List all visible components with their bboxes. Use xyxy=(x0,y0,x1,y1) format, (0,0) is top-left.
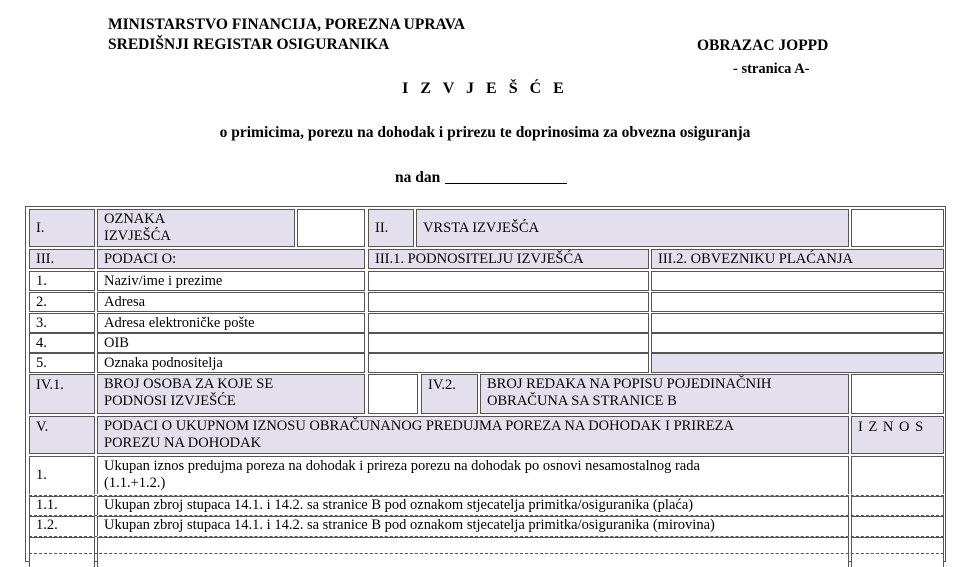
section-1-label xyxy=(97,209,295,247)
summary-row-text-line-1: Ukupan iznos predujma poreza na dohodak i prireza porezu na dohodak po osnovi nesamostalnog rada xyxy=(104,458,700,474)
section-5-label-line-1: PODACI O UKUPNOM IZNOSU OBRAČUNANOG PREDUJMA POREZA NA DOHODAK I PRIREZA xyxy=(104,418,734,434)
dashed-separator xyxy=(29,553,944,554)
summary-row-text-line-2: (1.1.+1.2.) xyxy=(104,475,166,491)
date-label: na dan xyxy=(395,169,441,186)
report-subtitle: o primicima, porezu na dohodak i prirezu te doprinosima za obvezna osiguranja xyxy=(219,124,751,141)
payer-column-header: III.2. OBVEZNIKU PLAĆANJA xyxy=(651,249,944,269)
payer-address-field[interactable] xyxy=(651,292,944,312)
section-5-number: V. xyxy=(29,416,95,454)
data-row-label: OIB xyxy=(97,333,365,353)
payer-email-field[interactable] xyxy=(651,313,944,333)
section-2-label: VRSTA IZVJEŠĆA xyxy=(416,209,849,247)
data-row-number: 5. xyxy=(29,353,95,373)
section-1-label-line-2: IZVJEŠĆA xyxy=(104,228,171,244)
section-4-2-label xyxy=(480,374,849,414)
summary-row-text xyxy=(97,537,849,567)
page-indicator: - stranica A- xyxy=(733,61,810,77)
submitter-name-field[interactable] xyxy=(368,271,649,291)
submitter-address-field[interactable] xyxy=(368,292,649,312)
institution-line-2: SREDIŠNJI REGISTAR OSIGURANIKA xyxy=(108,36,390,53)
section-3-label: PODACI O: xyxy=(97,249,365,269)
amount-column-header: I Z N O S xyxy=(851,416,944,454)
data-row-number: 2. xyxy=(29,292,95,312)
summary-row-number: 1. xyxy=(29,456,95,494)
data-row-label: Naziv/ime i prezime xyxy=(97,271,365,291)
payer-code-disabled-cell xyxy=(651,353,944,373)
summary-row-text: Ukupan zbroj stupaca 14.1. i 14.2. sa stranice B pod oznakom stjecatelja primitka/osiguranika (mirovina) xyxy=(97,516,849,536)
section-1-label-line-1: OZNAKA xyxy=(104,211,166,227)
rows-count-field[interactable] xyxy=(851,374,944,414)
section-4-1-label xyxy=(97,374,365,414)
submitter-column-header: III.1. PODNOSITELJU IZVJEŠĆA xyxy=(368,249,649,269)
salary-amount-field[interactable] xyxy=(851,496,944,515)
section-2-number: II. xyxy=(368,209,414,247)
pension-amount-field[interactable] xyxy=(851,516,944,536)
section-5-label xyxy=(97,416,849,454)
institution-line-1: MINISTARSTVO FINANCIJA, POREZNA UPRAVA xyxy=(108,16,466,33)
dashed-separator xyxy=(29,495,944,496)
section-4-2-number: IV.2. xyxy=(421,374,478,414)
data-row-number: 4. xyxy=(29,333,95,353)
submitter-oib-field[interactable] xyxy=(368,333,649,353)
data-row-number: 1. xyxy=(29,271,95,291)
section-4-1-number: IV.1. xyxy=(29,374,95,414)
total-amount-field[interactable] xyxy=(851,456,944,494)
section-5-label-line-2: POREZU NA DOHODAK xyxy=(104,435,262,451)
report-date-line xyxy=(395,168,567,187)
report-id-field[interactable] xyxy=(297,209,365,247)
data-row-label: Adresa xyxy=(97,292,365,312)
payer-oib-field[interactable] xyxy=(651,333,944,353)
section-1-number: I. xyxy=(29,209,95,247)
form-code: OBRAZAC JOPPD xyxy=(697,37,829,54)
report-type-field[interactable] xyxy=(851,209,944,247)
date-blank-field[interactable] xyxy=(445,168,567,184)
data-row-label: Oznaka podnositelja xyxy=(97,353,365,373)
summary-row-text: Ukupan zbroj stupaca 14.1. i 14.2. sa stranice B pod oznakom stjecatelja primitka/osiguranika (plaća) xyxy=(97,496,849,515)
section-4-1-label-line-2: PODNOSI IZVJEŠĆE xyxy=(104,393,236,409)
dashed-separator xyxy=(29,536,944,537)
data-row-label: Adresa elektroničke pošte xyxy=(97,313,365,333)
submitter-email-field[interactable] xyxy=(368,313,649,333)
summary-row-number xyxy=(29,537,95,567)
section-4-2-label-line-2: OBRAČUNA SA STRANICE B xyxy=(487,393,677,409)
submitter-code-field[interactable] xyxy=(368,353,649,373)
summary-row-number: 1.2. xyxy=(29,516,95,536)
report-title: I Z V J E Š Ć E xyxy=(402,80,568,97)
data-row-number: 3. xyxy=(29,313,95,333)
persons-count-field[interactable] xyxy=(368,374,418,414)
next-amount-field[interactable] xyxy=(851,537,944,567)
payer-name-field[interactable] xyxy=(651,271,944,291)
summary-row-text xyxy=(97,456,849,494)
section-4-2-label-line-1: BROJ REDAKA NA POPISU POJEDINAČNIH xyxy=(487,376,772,392)
section-4-1-label-line-1: BROJ OSOBA ZA KOJE SE xyxy=(104,376,274,392)
section-3-number: III. xyxy=(29,249,95,269)
dashed-separator xyxy=(29,515,944,516)
summary-row-number: 1.1. xyxy=(29,496,95,515)
